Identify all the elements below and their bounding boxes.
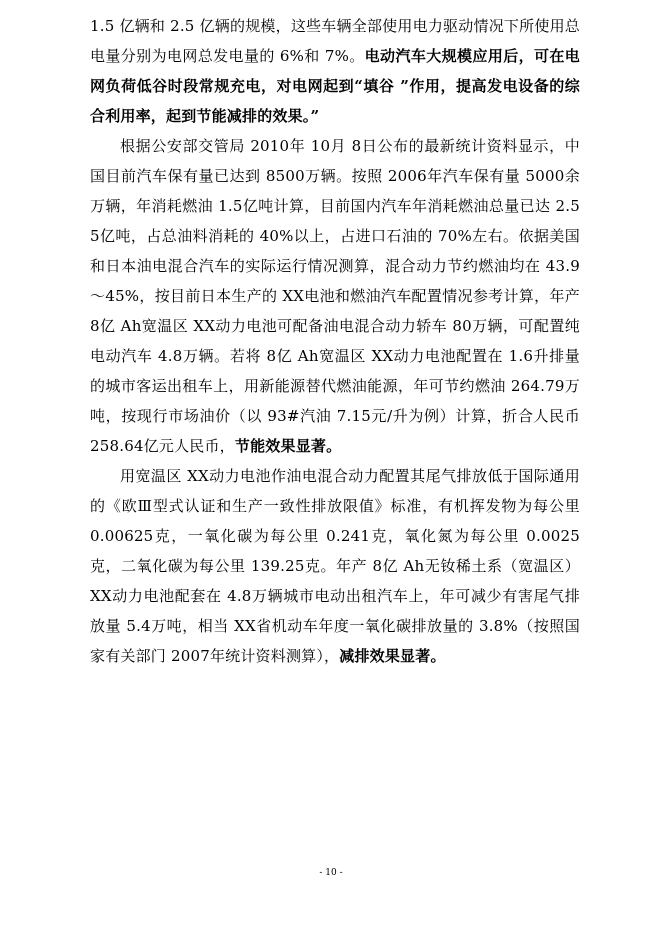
paragraph-1-bold-text: 电动汽车大规模应用后，可在电网负荷低谷时段常规充电，对电网起到“填谷 ”作用，提高发电设备的综合利用率，起到节能减排的效果。”: [90, 47, 580, 125]
paragraph-3-text: 用宽温区 XX动力电池作油电混合动力配置其尾气排放低于国际通用的《欧Ⅲ型式认证和生产一致性排放限值》标准，有机挥发物为每公里 0.00625克，一氧化碳为每公里 0.241克，氧化氮为每公里 0.0025克，二氧化碳为每公里 139.25克。年产 8亿 Ah无钕稀土系（宽温区）XX动力电池配套在 4.8万辆城市电动出租汽车上，年可减少有害尾气排放量 5.4万吨，相当 XX省机动车年度一氧化碳排放量的 3.8%（按照国家有关部门 2007年统计资料测算），: [90, 467, 580, 665]
paragraph-1-text: 1.5 亿辆和 2.5 亿辆的规模，这些车辆全部使用电力驱动情况下所使用总电量分别为电网总发电量的 6%和 7%。: [90, 17, 580, 65]
paragraph-2-bold-text: 节能效果显著。: [234, 437, 342, 455]
paragraph-3: [90, 461, 580, 671]
paragraph-2-text: 根据公安部交管局 2010年 10月 8日公布的最新统计资料显示，中国目前汽车保有量已达到 8500万辆。按照 2006年汽车保有量 5000余万辆，年消耗燃油 1.5亿吨计算，目前国内汽车年消耗燃油总量已达 2.55亿吨，占总油料消耗的 40%以上，占进口石油的 70%左右。依据美国和日本油电混合汽车的实际运行情况测算，混合动力节约燃油均在 43.9～45%，按目前日本生产的 XX电池和燃油汽车配置情况参考计算，年产 8亿 Ah宽温区 XX动力电池可配备油电混合动力轿车 80万辆，可配置纯电动汽车 4.8万辆。若将 8亿 Ah宽温区 XX动力电池配置在 1.6升排量的城市客运出租车上，用新能源替代燃油能源，年可节约燃油 264.79万吨，按现行市场油价（以 93#汽油 7.15元/升为例）计算，折合人民币 258.64亿元人民币，: [90, 137, 580, 455]
paragraph-2: [90, 131, 580, 461]
paragraph-1: [90, 11, 580, 131]
document-body: [90, 11, 580, 671]
paragraph-3-bold-text: 减排效果显著。: [339, 647, 446, 665]
page-number: - 10 -: [319, 868, 343, 878]
